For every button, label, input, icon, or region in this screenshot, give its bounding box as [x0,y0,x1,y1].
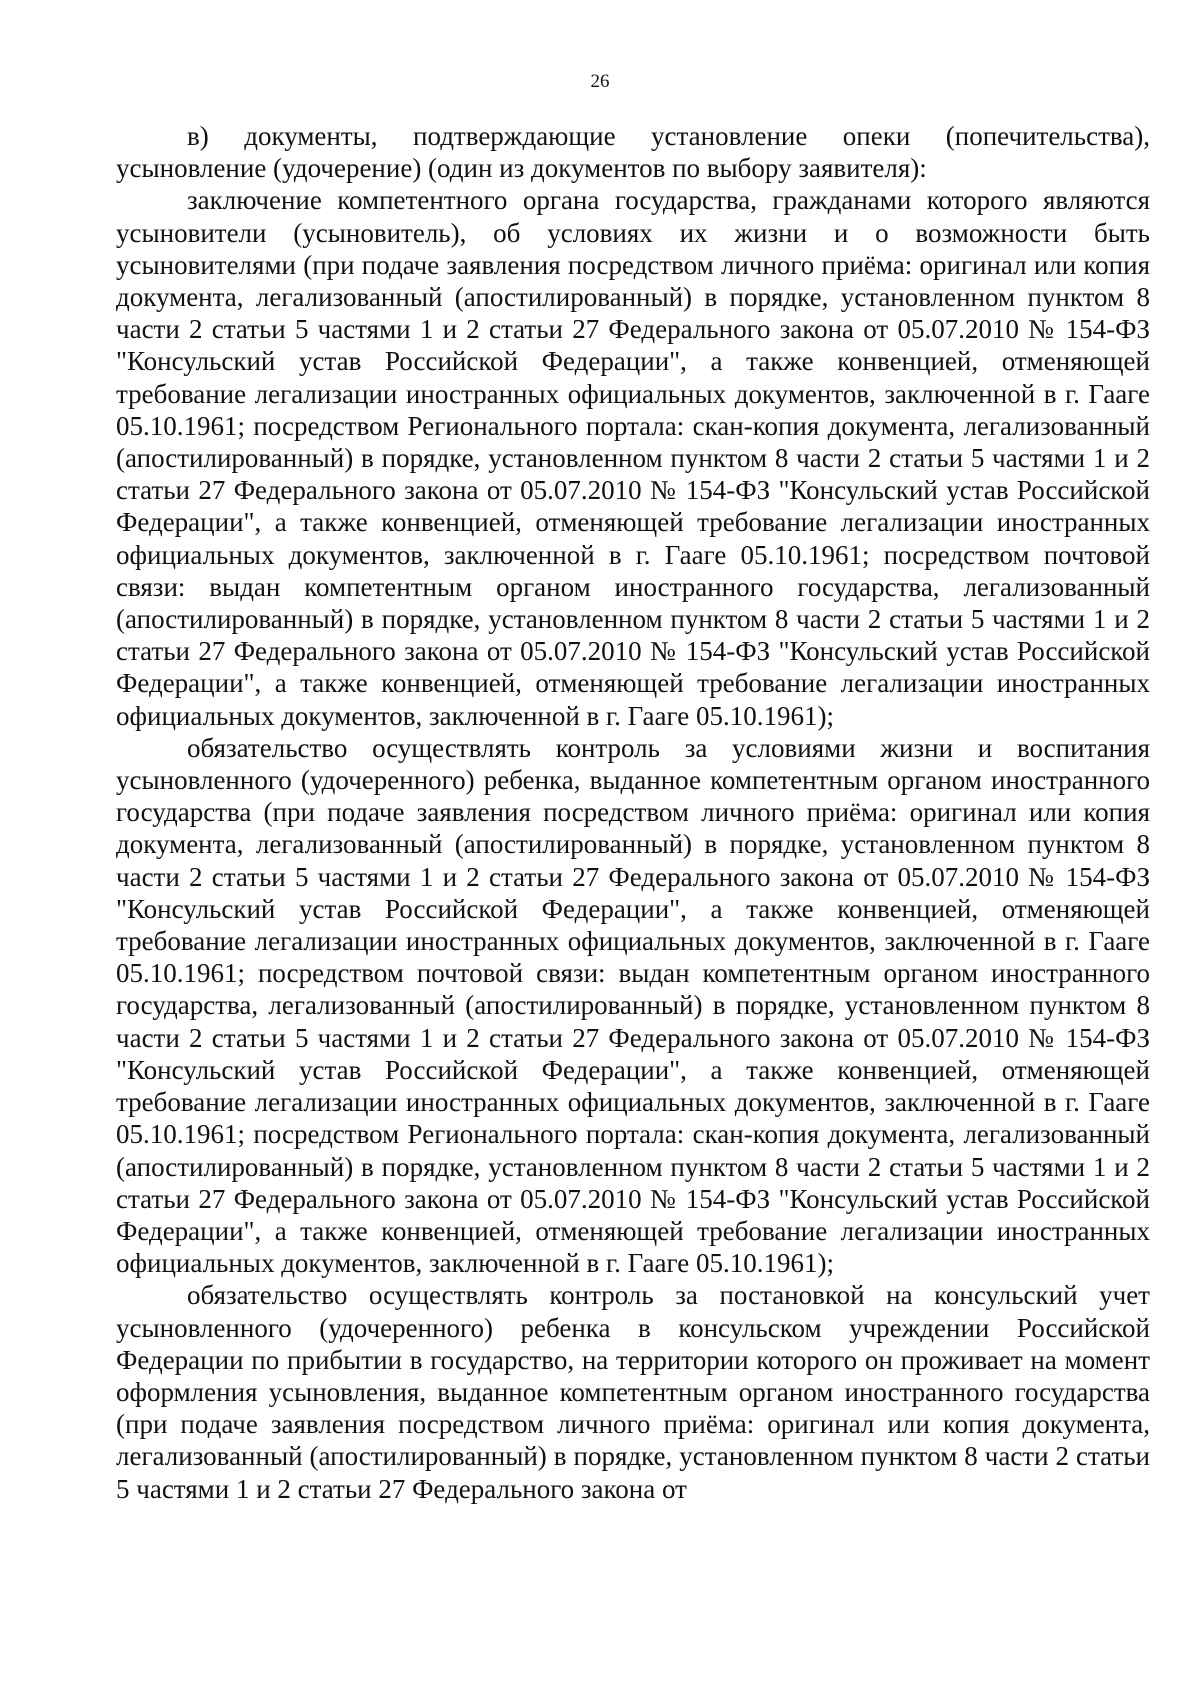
paragraph-living-conditions-obligation: обязательство осуществлять контроль за условиями жизни и воспитания усыновленного (удочеренного) ребенка, выданное компетентным органом иностранного государства (при подаче заявления посредством личного приёма: оригинал или копия документа, легализованный (апостилированный) в порядке, установленном пунктом 8 части 2 статьи 5 частями 1 и 2 статьи 27 Федерального закона от 05.07.2010 № 154-ФЗ "Консульский устав Российской Федерации", а также конвенцией, отменяющей требование легализации иностранных официальных документов, заключенной в г. Гааге 05.10.1961; посредством почтовой связи: выдан компетентным органом иностранного государства, легализованный (апостилированный) в порядке, установленном пунктом 8 части 2 статьи 5 частями 1 и 2 статьи 27 Федерального закона от 05.07.2010 № 154-ФЗ "Консульский устав Российской Федерации", а также конвенцией, отменяющей требование легализации иностранных официальных документов, заключенной в г. Гааге 05.10.1961; посредством Регионального портала: скан-копия документа, легализованный (апостилированный) в порядке, установленном пунктом 8 части 2 статьи 5 частями 1 и 2 статьи 27 Федерального закона от 05.07.2010 № 154-ФЗ "Консульский устав Российской Федерации", а также конвенцией, отменяющей требование легализации иностранных официальных документов, заключенной в г. Гааге 05.10.1961); [116,732,1150,1279]
paragraph-documents-list: в) документы, подтверждающие установление опеки (попечительства), усыновление (удочерение) (один из документов по выбору заявителя): [116,121,1150,184]
paragraph-competent-authority-conclusion: заключение компетентного органа государства, гражданами которого являются усыновители (усыновитель), об условиях их жизни и о возможности быть усыновителями (при подаче заявления посредством личного приёма: оригинал или копия документа, легализованный (апостилированный) в порядке, установленном пунктом 8 части 2 статьи 5 частями 1 и 2 статьи 27 Федерального закона от 05.07.2010 № 154-ФЗ "Консульский устав Российской Федерации", а также конвенцией, отменяющей требование легализации иностранных официальных документов, заключенной в г. Гааге 05.10.1961; посредством Регионального портала: скан-копия документа, легализованный (апостилированный) в порядке, установленном пунктом 8 части 2 статьи 5 частями 1 и 2 статьи 27 Федерального закона от 05.07.2010 № 154-ФЗ "Консульский устав Российской Федерации", а также конвенцией, отменяющей требование легализации иностранных официальных документов, заключенной в г. Гааге 05.10.1961; посредством почтовой связи: выдан компетентным органом иностранного государства, легализованный (апостилированный) в порядке, установленном пунктом 8 части 2 статьи 5 частями 1 и 2 статьи 27 Федерального закона от 05.07.2010 № 154-ФЗ "Консульский устав Российской Федерации", а также конвенцией, отменяющей требование легализации иностранных официальных документов, заключенной в г. Гааге 05.10.1961); [116,185,1150,731]
page-number: 26 [590,71,610,92]
document-body [116,120,1150,1505]
paragraph-consular-registration-obligation: обязательство осуществлять контроль за постановкой на консульский учет усыновленного (удочеренного) ребенка в консульском учреждении Российской Федерации по прибытии в государство, на территории которого он проживает на момент оформления усыновления, выданное компетентным органом иностранного государства (при подаче заявления посредством личного приёма: оригинал или копия документа, легализованный (апостилированный) в порядке, установленном пунктом 8 части 2 статьи 5 частями 1 и 2 статьи 27 Федерального закона от [116,1280,1150,1504]
